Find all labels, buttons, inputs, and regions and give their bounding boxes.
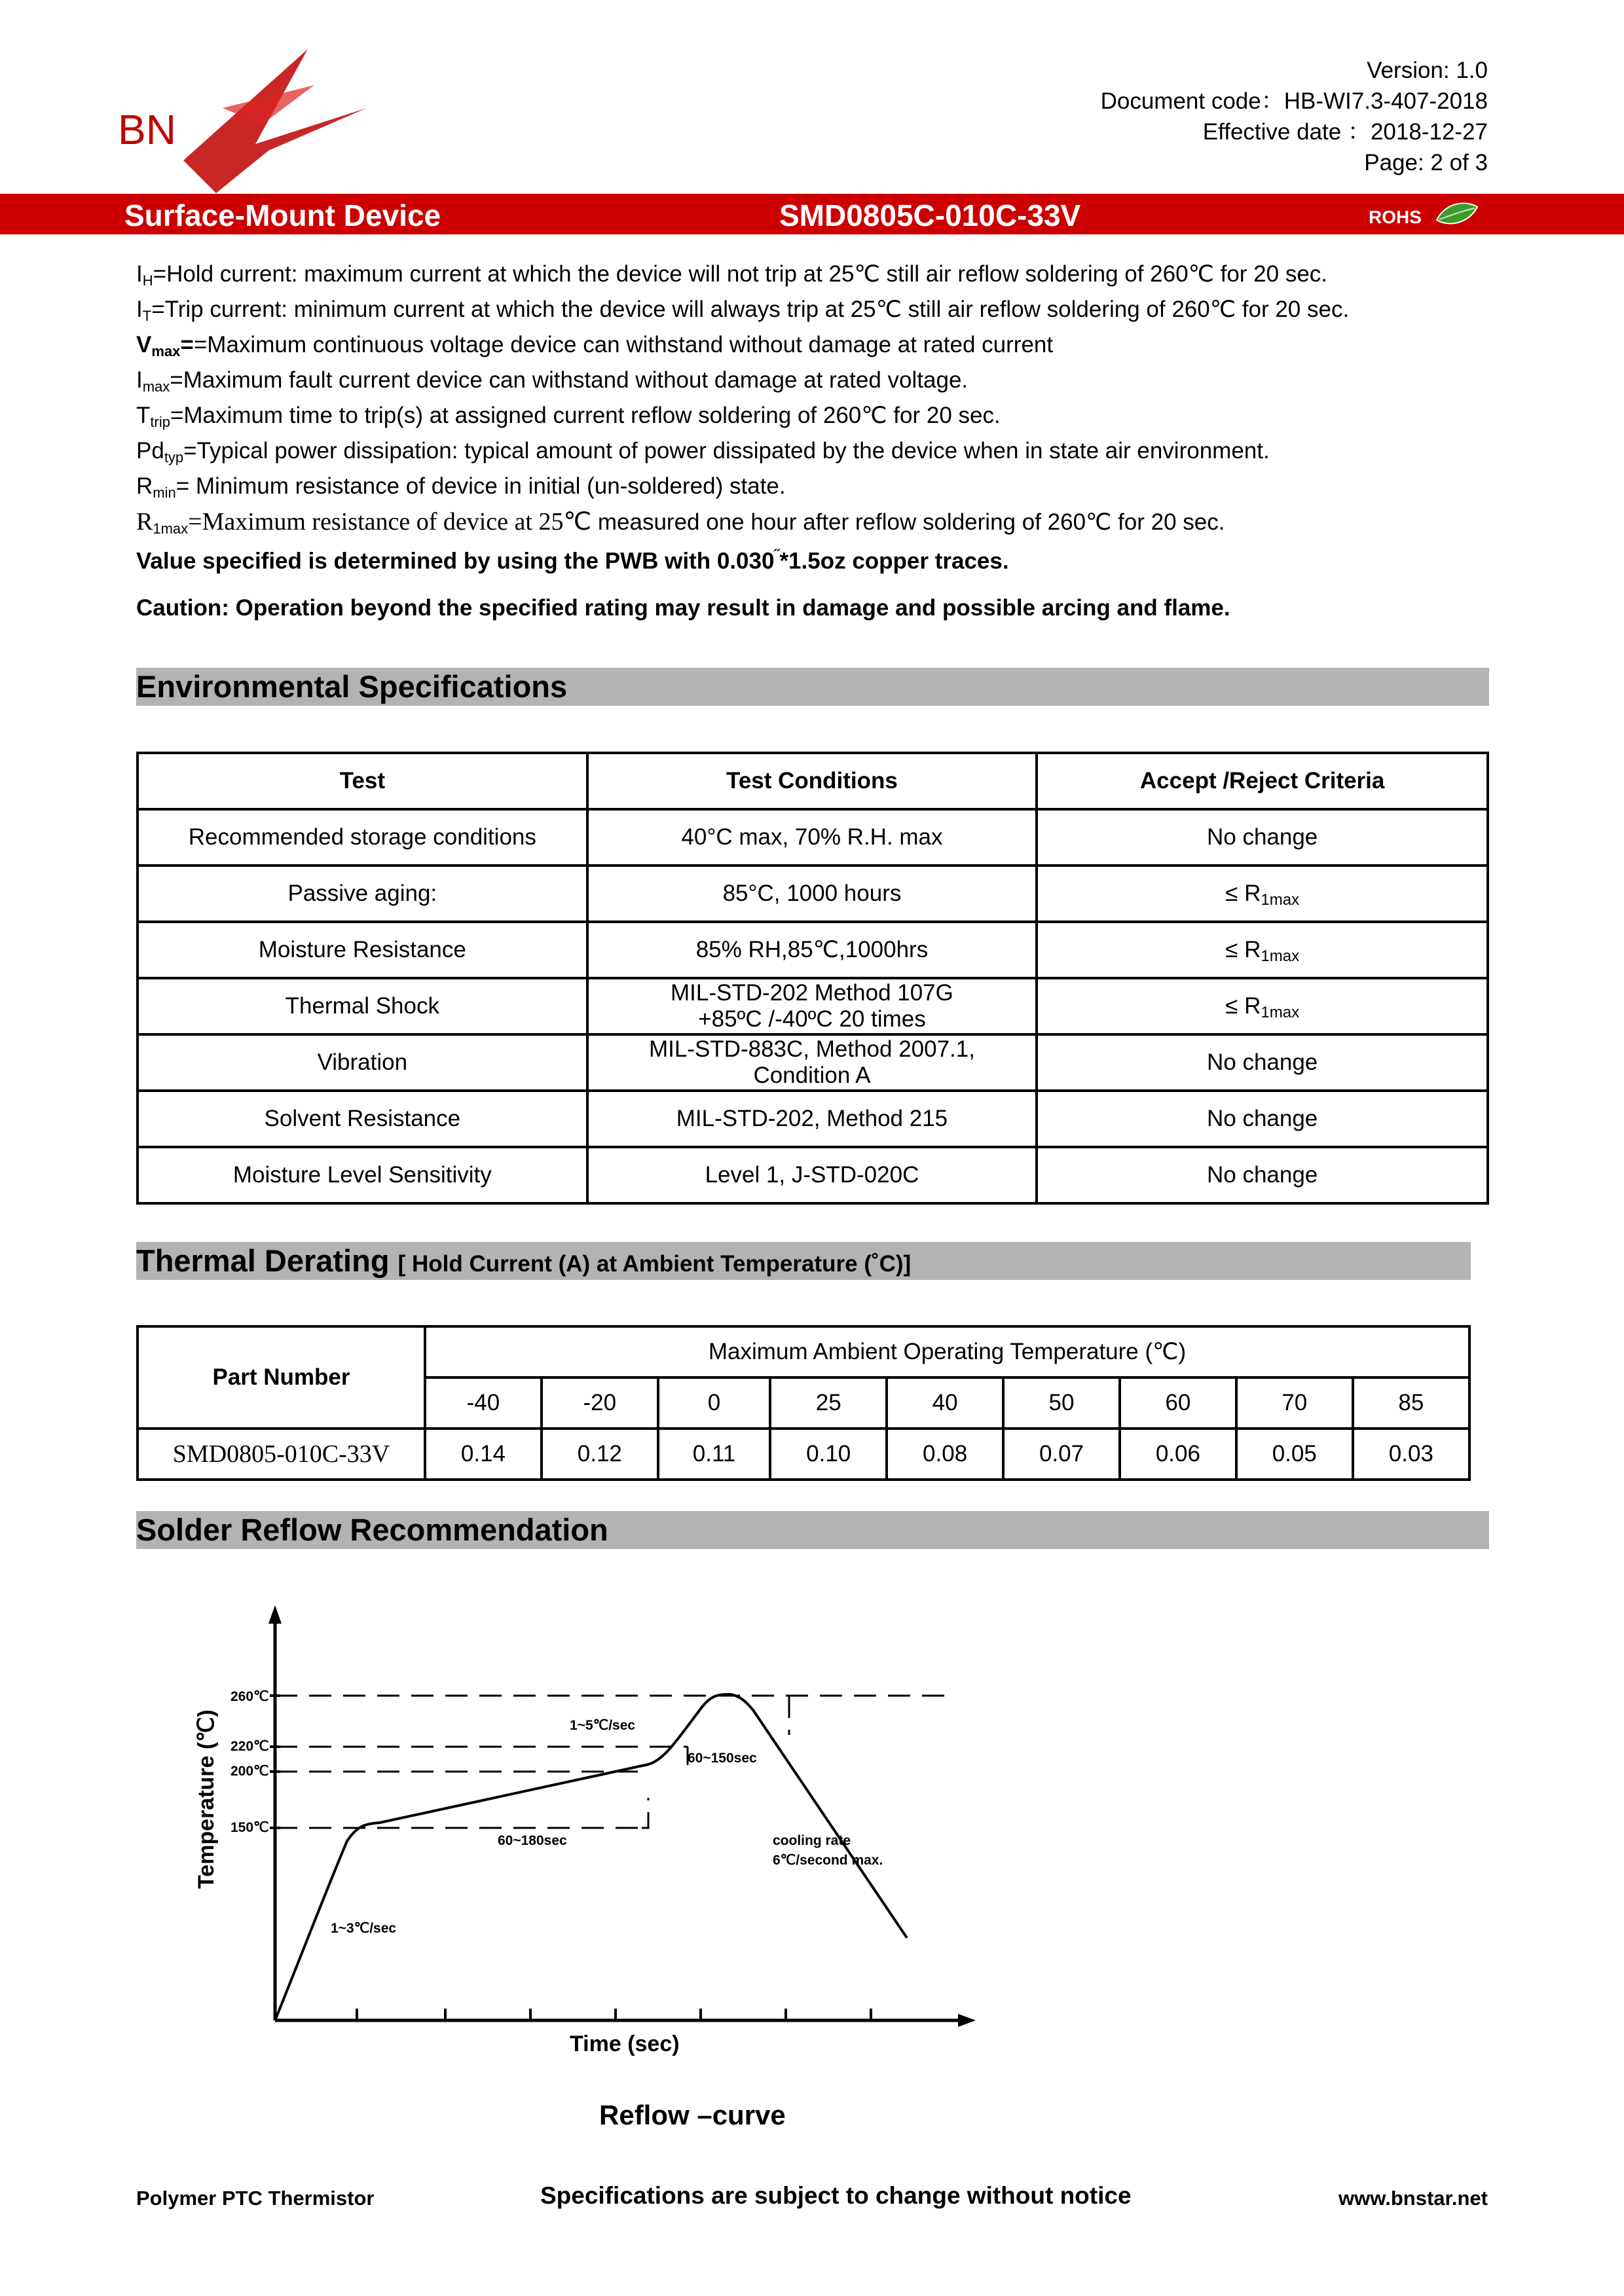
company-logo xyxy=(92,46,393,196)
table-cell: Level 1, J-STD-020C xyxy=(587,1147,1037,1203)
table-cell: Passive aging: xyxy=(138,866,587,922)
logo-text: BN xyxy=(118,106,176,153)
page-number-text: Page: 2 of 3 xyxy=(1364,150,1488,175)
x-axis-ticks xyxy=(357,2009,871,2020)
footer-website-link[interactable]: www.bnstar.net xyxy=(1338,2187,1488,2210)
definition-ih: $I_H=Hold$ current: maximum current at which the device will not trip at 25℃ still air reflow soldering of 260℃ for 20 sec. xyxy=(136,261,1328,289)
definition-r1max: $R_{1max}=Maximum$ resistance of device at 25℃ measured one hour after reflow soldering of 260℃ for 20 sec. xyxy=(136,508,1225,537)
table-cell: Moisture Level Sensitivity xyxy=(138,1147,587,1203)
current-cell: 0.14 xyxy=(425,1429,542,1480)
current-cell: 0.07 xyxy=(1003,1429,1120,1480)
title-bar xyxy=(0,194,1624,234)
ramp-rate-label: 1~3℃/sec xyxy=(331,1921,397,1936)
temperature-cell: 50 xyxy=(1003,1377,1120,1429)
y-axis-arrow-icon xyxy=(268,1605,282,1624)
soak-time-label: 60~180sec xyxy=(498,1833,567,1848)
table-cell: MIL-STD-202, Method 215 xyxy=(587,1091,1037,1147)
table-header-row xyxy=(138,1326,1469,1377)
temp-200-label: 200℃ xyxy=(231,1764,269,1779)
document-code-text: Document code：HB-WI7.3-407-2018 xyxy=(1100,88,1488,114)
table-cell: ≤ $R_{1max}$ xyxy=(1037,978,1488,1034)
definition-imax: $I_{max}=Maximum$ fault current device can withstand without damage at rated voltage. xyxy=(136,367,969,395)
temp-150-label: 150℃ xyxy=(231,1820,269,1835)
definition-vmax: $V_{max}==Maximum$ continuous voltage device can withstand without damage at rated current xyxy=(136,332,1054,359)
definition-rmin: $R_{min}=$ Minimum resistance of device in initial (un-soldered) state. xyxy=(136,473,786,501)
temp-220-label: 220℃ xyxy=(231,1739,269,1754)
table-cell: ≤ $R_{1max}$ xyxy=(1037,922,1488,978)
table-cell: ≤ $R_{1max}$ xyxy=(1037,866,1488,922)
temperature-cell: 25 xyxy=(770,1377,887,1429)
table-row xyxy=(138,1034,1488,1091)
thermal-derating-table xyxy=(136,1325,1471,1481)
part-number-header: Part Number xyxy=(138,1326,425,1429)
current-cell: 0.08 xyxy=(887,1429,1003,1480)
temp-260-label: 260℃ xyxy=(231,1689,269,1704)
environmental-table xyxy=(136,752,1489,1205)
table-cell: MIL-STD-883C, Method 2007.1, Condition A xyxy=(587,1034,1037,1091)
page-footer xyxy=(0,2179,1624,2218)
temperature-cell: 70 xyxy=(1236,1377,1353,1429)
reflow-curve-diagram xyxy=(183,1597,1022,2154)
table-row xyxy=(138,866,1488,922)
current-cell: 0.12 xyxy=(542,1429,658,1480)
table-header: Accept /Reject Criteria xyxy=(1037,753,1488,809)
table-cell: 85% RH,85℃,1000hrs xyxy=(587,922,1037,978)
table-row xyxy=(138,809,1488,866)
definition-pdtyp: $Pd_{typ}=Typical$ power dissipation: typical amount of power dissipated by the device when in state air environment. xyxy=(136,438,1270,465)
table-cell: 85°C, 1000 hours xyxy=(587,866,1037,922)
table-cell: No change xyxy=(1037,809,1488,866)
table-header: Test xyxy=(138,753,587,809)
x-axis-label: Time (sec) xyxy=(570,2032,680,2056)
temperature-level-lines xyxy=(275,1696,956,1828)
version-text: Version: 1.0 xyxy=(1367,58,1488,83)
cooling-rate-label: cooling rate xyxy=(773,1833,851,1848)
y-axis-label: Temperature (℃) xyxy=(194,1709,219,1889)
current-cell: 0.10 xyxy=(770,1429,887,1480)
definitions-block xyxy=(136,257,1498,626)
temperature-cell: -20 xyxy=(542,1377,658,1429)
table-header-row xyxy=(138,753,1488,809)
table-cell: Vibration xyxy=(138,1034,587,1091)
footer-product: Polymer PTC Thermistor xyxy=(136,2187,375,2210)
table-row xyxy=(138,978,1488,1034)
table-row xyxy=(138,1429,1469,1480)
document-info xyxy=(1101,55,1488,178)
table-header: Test Conditions xyxy=(587,753,1037,809)
temperature-cell: 0 xyxy=(658,1377,771,1429)
table-cell: Solvent Resistance xyxy=(138,1091,587,1147)
pwb-note: Value specified is determined by using the PWB with 0.030˝*1.5oz copper traces. xyxy=(136,547,1009,574)
table-cell: 40°C max, 70% R.H. max xyxy=(587,809,1037,866)
table-row xyxy=(138,1147,1488,1203)
part-title: SMD0805C-010C-33V xyxy=(779,198,1081,232)
table-cell: Recommended storage conditions xyxy=(138,809,587,866)
category-title: Surface-Mount Device xyxy=(124,198,441,232)
table-cell: No change xyxy=(1037,1147,1488,1203)
definition-ttrip: $T_{trip}=Maximum$ time to trip(s) at assigned current reflow soldering of 260℃ for 20 sec. xyxy=(136,403,1001,430)
environmental-heading: Environmental Specifications xyxy=(136,668,1489,706)
effective-date-text: Effective date ：2018-12-27 xyxy=(1202,119,1488,145)
reflow-caption: Reflow –curve xyxy=(599,2100,786,2130)
caution-note: Caution: Operation beyond the specified rating may result in damage and possible arcing and flame. xyxy=(136,595,1230,621)
x-axis-arrow-icon xyxy=(958,2014,976,2027)
rate-up-label: 1~5℃/sec xyxy=(570,1718,636,1733)
rohs-leaf-icon xyxy=(1434,200,1480,229)
solder-reflow-heading: Solder Reflow Recommendation xyxy=(136,1511,1489,1549)
temperature-header: Maximum Ambient Operating Temperature (℃) xyxy=(425,1326,1469,1377)
cooling-max-label: 6℃/second max. xyxy=(773,1853,883,1868)
temperature-cell: 60 xyxy=(1120,1377,1236,1429)
temperature-cell: 40 xyxy=(887,1377,1003,1429)
current-cell: 0.03 xyxy=(1353,1429,1469,1480)
thermal-derating-heading: Thermal Derating [ Hold Current (A) at Ambient Temperature (˚C)] xyxy=(136,1242,1471,1280)
table-row xyxy=(138,1091,1488,1147)
temperature-cell: -40 xyxy=(425,1377,542,1429)
part-number-cell: SMD0805-010C-33V xyxy=(138,1429,425,1480)
table-cell: Thermal Shock xyxy=(138,978,587,1034)
table-row xyxy=(138,922,1488,978)
table-cell: No change xyxy=(1037,1034,1488,1091)
table-cell: MIL-STD-202 Method 107G +85ºC /-40ºC 20 times xyxy=(587,978,1037,1034)
footer-notice: Specifications are subject to change without notice xyxy=(540,2182,1132,2209)
current-cell: 0.05 xyxy=(1236,1429,1353,1480)
rohs-label: ROHS xyxy=(1369,207,1422,227)
current-cell: 0.06 xyxy=(1120,1429,1236,1480)
temperature-cell: 85 xyxy=(1353,1377,1469,1429)
table-cell: Moisture Resistance xyxy=(138,922,587,978)
peak-time-label: 60~150sec xyxy=(688,1751,757,1766)
definition-it: $I_T=Trip$ current: minimum current at which the device will always trip at 25℃ still air reflow soldering of 260℃ for 20 sec. xyxy=(136,297,1350,324)
table-cell: No change xyxy=(1037,1091,1488,1147)
current-cell: 0.11 xyxy=(658,1429,771,1480)
